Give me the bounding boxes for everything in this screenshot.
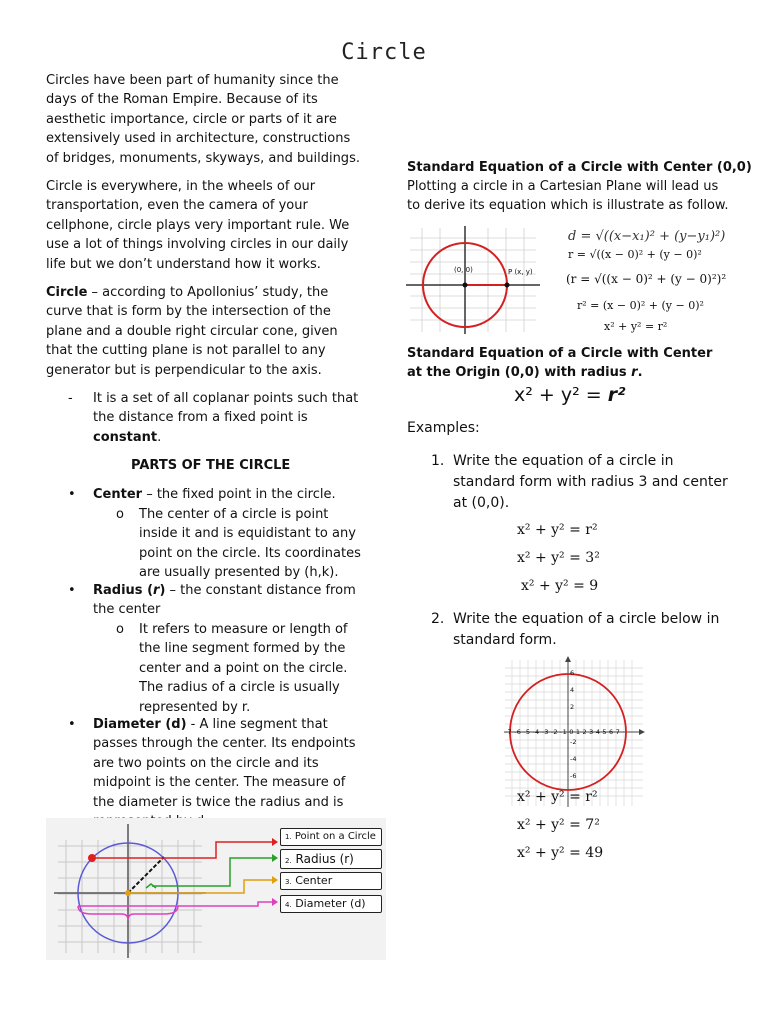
section-heading-2: Standard Equation of a Circle with Center at the Origin (0,0) with radius r. (407, 346, 713, 381)
bullet-dot: • (68, 487, 76, 502)
y-tick: -4 (570, 755, 577, 763)
section-heading-1: Standard Equation of a Circle with Center (0,0) (407, 160, 752, 175)
center-term: Center (93, 487, 143, 502)
section-paragraph-1: Plotting a circle in a Cartesian Plane will lead us to derive its equation which is illustrate as follow. (407, 179, 729, 214)
radius-item (93, 581, 361, 620)
dash-marker: - (68, 391, 73, 406)
derivation-step: (r = √((x − 0)² + (y − 0)²)² (566, 272, 727, 286)
diameter-term: Diameter (d) (93, 717, 187, 732)
derivation-step: d = √((x−x₁)² + (y−y₁)²) (568, 229, 726, 244)
example-2-step: x² + y² = 7² (517, 817, 600, 833)
dash-item-text: It is a set of all coplanar points such that the distance from a fixed point is (93, 391, 359, 426)
parts-heading: PARTS OF THE CIRCLE (131, 458, 291, 473)
y-tick: 4 (570, 686, 575, 694)
intro-paragraph-2: Circle is everywhere, in the wheels of our transportation, even the camera of your cellphone, circle plays very important rule. We use a lot of things involving circles in our daily life but we don’t understand how it works. (46, 179, 350, 272)
parts-figure (46, 818, 386, 960)
intro-paragraph-1: Circles have been part of humanity since the days of the Roman Empire. Because of its aesthetic importance, circle or parts of it are extensively used in architecture, constructions of bridges, monuments, skyways, and buildings. (46, 73, 360, 166)
center-item (93, 485, 361, 504)
example-1-text: Write the equation of a circle in standard form with radius 3 and center at (0,0). (453, 453, 728, 511)
definition-text: – according to Apollonius’ study, the curve that is form by the intersection of the plane and a double right circular cone, given that the cutting plane is not parallel to any generator but is perpendicular to the axis. (46, 285, 338, 378)
point-label: P (x, y) (508, 268, 533, 276)
y-tick: 6 (570, 669, 575, 677)
example-1-step: x² + y² = r² (517, 522, 598, 538)
examples-label: Examples: (407, 420, 480, 436)
cartesian-circle-figure (406, 226, 540, 334)
example-1-step: x² + y² = 9 (521, 578, 599, 594)
center-sub-text: The center of a circle is point inside it and is equidistant to any point on the circle. Its coordinates are usually presented by (h,k). (139, 507, 361, 581)
definition-term: Circle (46, 285, 88, 300)
dash-item-bold: constant (93, 429, 158, 445)
page-title: Circle (341, 40, 427, 65)
derivation-step: x² + y² = r² (604, 320, 668, 333)
bullet-dot: • (68, 717, 76, 732)
diameter-connector (178, 902, 272, 906)
circle-definition (46, 283, 364, 380)
sub-bullet: o (116, 622, 124, 637)
derivation-step: r = √((x − 0)² + (y − 0)² (568, 248, 702, 261)
diameter-text: - A line segment that passes through the center. Its endpoints are two points on the circle and its midpoint is the center. The measure of the diameter is twice the radius and is (93, 717, 356, 810)
example-1-number: 1. (431, 453, 445, 469)
legend-item-point: 1. Point on a Circle (280, 828, 382, 846)
dash-item (93, 389, 361, 447)
y-tick: -6 (570, 772, 577, 780)
origin-label: (0, 0) (454, 266, 473, 274)
standard-equation: x² + y² = r² (514, 384, 626, 406)
example-2-step: x² + y² = 49 (517, 845, 604, 861)
radius-text: – the constant distance from the center (93, 583, 356, 618)
radius-term: Radius (r) (93, 583, 166, 598)
radius-sub-text: It refers to measure or length of the line segment formed by the center and a point on the circle. The radius of a circle is usually represented by r. (139, 622, 348, 715)
legend-item-diameter: 4. Diameter (d) (280, 895, 382, 913)
y-tick: 2 (570, 703, 575, 711)
example-2-graph (503, 656, 645, 808)
x-axis-ticks: -7 -6 -5 -4 -3 -2 -1 0 1 2 3 4 5 6 7 (505, 728, 620, 736)
example-2-number: 2. (431, 611, 445, 627)
dash-item-end: . (157, 429, 162, 445)
example-1-step: x² + y² = 3² (517, 550, 600, 566)
legend-item-radius: 2. Radius (r) (280, 849, 382, 869)
bullet-dot: • (68, 583, 76, 598)
diameter-item (93, 715, 363, 831)
derivation-step: r² = (x − 0)² + (y − 0)² (577, 299, 704, 312)
legend-item-center: 3. Center (280, 872, 382, 890)
example-2-text: Write the equation of a circle below in standard form. (453, 611, 720, 648)
center-text: – the fixed point in the circle. (142, 487, 336, 502)
sub-bullet: o (116, 507, 124, 522)
y-tick: -2 (570, 738, 577, 746)
example-2-step: x² + y² = r² (517, 789, 598, 805)
